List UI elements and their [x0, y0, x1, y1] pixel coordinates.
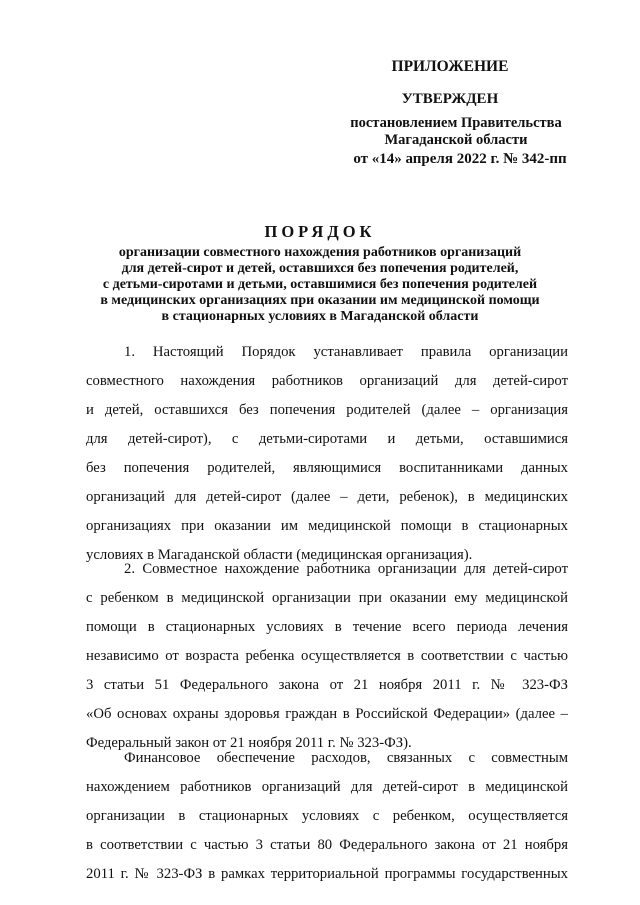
- text-line: и детей, оставшихся без попечения родителей (далее – организация: [86, 402, 568, 418]
- text-line: Финансовое обеспечение расходов, связанных с совместным: [124, 750, 568, 766]
- text-line: 2011 г. № 323-ФЗ в рамках территориальной программы государственных: [86, 866, 568, 882]
- text-line: независимо от возраста ребенка осуществляется в соответствии с частью: [86, 648, 568, 664]
- text-line: организации в стационарных условиях с ребенком, осуществляется: [86, 808, 568, 824]
- decree-line-1: постановлением Правительства: [350, 115, 562, 131]
- subtitle-line: с детьми-сиротами и детьми, оставшимися без попечения родителей: [102, 277, 538, 292]
- paragraph-3: [86, 744, 568, 889]
- paragraph-1: [86, 338, 568, 570]
- approved-label: УТВЕРЖДЕН: [401, 91, 499, 107]
- text-line: помощи в стационарных условиях в течение всего периода лечения: [86, 619, 568, 635]
- text-line: нахождением работников организаций для детей-сирот в медицинской: [86, 779, 568, 795]
- document-title: ПОРЯДОК: [264, 222, 376, 241]
- text-line: в соответствии с частью 3 статьи 80 Федерального закона от 21 ноября: [86, 837, 568, 853]
- text-line: условиях в Магаданской области (медицинская организация).: [86, 547, 473, 563]
- appendix-label: ПРИЛОЖЕНИЕ: [391, 58, 509, 75]
- text-line: Федеральный закон от 21 ноября 2011 г. № 323-ФЗ).: [86, 735, 412, 751]
- text-line: для детей-сирот), с детьми-сиротами и детьми, оставшимися: [86, 431, 568, 447]
- subtitle-line: в стационарных условиях в Магаданской области: [161, 309, 479, 324]
- text-line: 1. Настоящий Порядок устанавливает правила организации: [124, 344, 568, 360]
- decree-date: от «14» апреля 2022 г. № 342-пп: [353, 151, 567, 167]
- text-line: с ребенком в медицинской организации при оказании ему медицинской: [86, 590, 568, 606]
- paragraph-2: [86, 555, 568, 758]
- text-line: организаций для детей-сирот (далее – дети, ребенок), в медицинских: [86, 489, 568, 505]
- text-line: 2. Совместное нахождение работника организации для детей-сирот: [124, 561, 568, 577]
- subtitle-line: в медицинских организациях при оказании им медицинской помощи: [100, 293, 540, 308]
- text-line: «Об основах охраны здоровья граждан в Российской Федерации» (далее –: [86, 706, 568, 722]
- decree-line-2: Магаданской области: [384, 132, 528, 148]
- subtitle-line: для детей-сирот и детей, оставшихся без попечения родителей,: [121, 261, 519, 276]
- text-line: без попечения родителей, являющимися воспитанниками данных: [86, 460, 568, 476]
- text-line: 3 статьи 51 Федерального закона от 21 ноября 2011 г. № 323-ФЗ: [86, 677, 568, 693]
- text-line: совместного нахождения работников организаций для детей-сирот: [86, 373, 568, 389]
- subtitle-line: организации совместного нахождения работников организаций: [118, 245, 522, 260]
- text-line: организациях при оказании им медицинской помощи в стационарных: [86, 518, 568, 534]
